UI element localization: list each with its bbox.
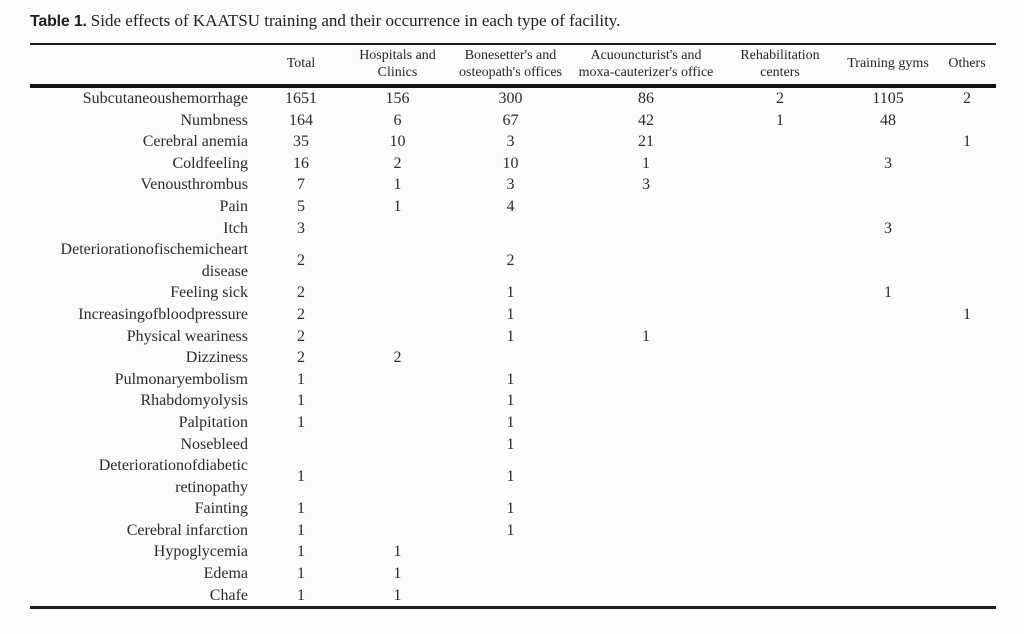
cell-value xyxy=(451,347,570,369)
cell-value xyxy=(938,174,996,196)
table-row xyxy=(30,110,996,132)
row-label: Feeling sick xyxy=(170,284,248,302)
row-label: Subcutaneoushemorrhage xyxy=(82,90,248,107)
cell-value: 1105 xyxy=(872,90,904,107)
table-row xyxy=(30,326,996,348)
cell-value: 2 xyxy=(963,90,971,107)
cell-value xyxy=(344,282,451,304)
table-row xyxy=(30,282,996,304)
table-row xyxy=(30,390,996,412)
cell-value xyxy=(838,412,938,434)
cell-value: 1 xyxy=(776,111,784,129)
cell-value xyxy=(838,434,938,456)
cell-value xyxy=(938,541,996,563)
cell-value xyxy=(722,347,838,369)
cell-value: 1 xyxy=(506,327,515,345)
cell-value xyxy=(938,326,996,348)
cell-value: 1 xyxy=(506,370,515,388)
table-caption xyxy=(30,10,996,33)
table-caption-text: Side effects of KAATSU training and their occurrence in each type of facility. xyxy=(90,11,621,30)
cell-value xyxy=(838,585,938,608)
cell-value xyxy=(570,434,722,456)
cell-value: 1 xyxy=(506,392,515,410)
row-label: Fainting xyxy=(194,500,248,518)
cell-value xyxy=(722,520,838,542)
cell-value: 16 xyxy=(293,154,309,172)
row-label: Dizziness xyxy=(185,349,248,367)
cell-value xyxy=(938,412,996,434)
row-label: Hypoglycemia xyxy=(153,543,248,561)
cell-value xyxy=(344,434,451,456)
cell-value xyxy=(344,390,451,412)
cell-value xyxy=(838,541,938,563)
cell-value xyxy=(938,390,996,412)
cell-value: 4 xyxy=(506,197,515,215)
cell-value xyxy=(722,218,838,240)
row-label: Coldfeeling xyxy=(172,154,248,172)
cell-value xyxy=(451,563,570,585)
cell-value xyxy=(938,498,996,520)
row-label: Palpitation xyxy=(178,413,248,431)
cell-value: 300 xyxy=(498,90,523,107)
cell-value xyxy=(722,563,838,585)
cell-value: 1 xyxy=(297,370,305,388)
row-label: Rhabdomyolysis xyxy=(140,392,248,410)
cell-value xyxy=(344,304,451,326)
cell-value: 1 xyxy=(393,565,402,583)
cell-value: 3 xyxy=(297,219,305,237)
cell-value: 6 xyxy=(393,111,402,129)
cell-value: 10 xyxy=(502,154,519,172)
cell-value: 2 xyxy=(297,305,305,323)
table-row xyxy=(30,541,996,563)
cell-value: 2 xyxy=(297,284,305,302)
cell-value: 3 xyxy=(884,219,892,237)
cell-value: 2 xyxy=(297,327,305,345)
cell-value: 42 xyxy=(638,111,654,129)
cell-value xyxy=(451,541,570,563)
cell-value: 1 xyxy=(884,284,892,302)
table-body xyxy=(30,86,996,608)
column-header-total: Total xyxy=(286,56,316,72)
table-row xyxy=(30,347,996,369)
cell-value: 2 xyxy=(297,349,305,367)
cell-value xyxy=(938,218,996,240)
cell-value xyxy=(938,520,996,542)
cell-value: 1651 xyxy=(285,90,317,107)
row-label: Venousthrombus xyxy=(140,176,248,194)
cell-value: 1 xyxy=(506,284,515,302)
row-label: Edema xyxy=(203,565,248,583)
table-header xyxy=(30,44,996,86)
cell-value: 3 xyxy=(506,133,515,151)
cell-value: 1 xyxy=(506,500,515,518)
cell-value: 1 xyxy=(297,500,305,518)
table-caption-label: Table 1. xyxy=(30,13,87,30)
cell-value xyxy=(570,282,722,304)
cell-value: 1 xyxy=(642,154,650,172)
cell-value xyxy=(722,412,838,434)
cell-value xyxy=(938,282,996,304)
cell-value xyxy=(344,239,451,282)
column-header-bonesetters: Bonesetter's and osteopath's offices xyxy=(459,48,562,80)
cell-value xyxy=(344,326,451,348)
cell-value xyxy=(570,390,722,412)
cell-value: 1 xyxy=(393,543,402,561)
table-row xyxy=(30,131,996,153)
table-row xyxy=(30,455,996,498)
row-label: Itch xyxy=(223,219,248,237)
cell-value xyxy=(838,174,938,196)
cell-value xyxy=(344,498,451,520)
cell-value xyxy=(838,239,938,282)
table-row xyxy=(30,153,996,175)
cell-value: 1 xyxy=(963,133,971,151)
column-header-hospitals: Hospitals and Clinics xyxy=(359,48,436,80)
row-label: Chafe xyxy=(209,586,248,604)
cell-value xyxy=(938,585,996,608)
cell-value: 1 xyxy=(506,305,515,323)
table-row xyxy=(30,174,996,196)
cell-value xyxy=(344,412,451,434)
cell-value: 1 xyxy=(506,467,515,485)
cell-value xyxy=(570,455,722,498)
cell-value: 21 xyxy=(638,133,654,151)
cell-value: 67 xyxy=(502,111,519,129)
cell-value xyxy=(722,369,838,391)
cell-value xyxy=(838,390,938,412)
cell-value xyxy=(570,412,722,434)
table-row xyxy=(30,239,996,282)
table-row xyxy=(30,412,996,434)
cell-value: 1 xyxy=(297,521,305,539)
cell-value xyxy=(838,369,938,391)
cell-value: 1 xyxy=(297,413,305,431)
cell-value xyxy=(938,455,996,498)
cell-value xyxy=(722,541,838,563)
table-row xyxy=(30,369,996,391)
cell-value xyxy=(344,369,451,391)
cell-value xyxy=(838,347,938,369)
cell-value: 1 xyxy=(297,543,305,561)
row-label: Pain xyxy=(219,197,248,215)
cell-value xyxy=(722,498,838,520)
row-label: Pulmonaryembolism xyxy=(114,370,248,388)
cell-value xyxy=(570,369,722,391)
cell-value: 1 xyxy=(297,586,305,604)
cell-value xyxy=(938,239,996,282)
cell-value: 3 xyxy=(506,176,515,194)
cell-value xyxy=(570,239,722,282)
cell-value xyxy=(570,563,722,585)
cell-value: 156 xyxy=(385,90,410,107)
cell-value: 1 xyxy=(506,435,515,453)
cell-value xyxy=(838,498,938,520)
cell-value xyxy=(938,347,996,369)
cell-value: 48 xyxy=(880,111,896,129)
row-label: Cerebral anemia xyxy=(142,133,248,151)
table-row xyxy=(30,585,996,608)
cell-value xyxy=(344,218,451,240)
row-label: Deteriorationofischemicheart disease xyxy=(60,241,248,280)
cell-value: 1 xyxy=(506,521,515,539)
cell-value xyxy=(722,196,838,218)
row-label: Physical weariness xyxy=(126,327,248,345)
table-row xyxy=(30,218,996,240)
cell-value: 3 xyxy=(642,176,650,194)
cell-value xyxy=(938,153,996,175)
table-row xyxy=(30,520,996,542)
row-label: Cerebral infarction xyxy=(126,521,248,539)
row-label: Nosebleed xyxy=(180,435,248,453)
cell-value xyxy=(570,196,722,218)
cell-value xyxy=(570,585,722,608)
cell-value: 7 xyxy=(297,176,305,194)
cell-value: 164 xyxy=(289,111,313,129)
cell-value: 86 xyxy=(638,90,654,107)
cell-value xyxy=(344,455,451,498)
cell-value xyxy=(570,347,722,369)
cell-value: 5 xyxy=(297,197,305,215)
row-label: Deteriorationofdiabetic retinopathy xyxy=(98,457,248,496)
cell-value: 1 xyxy=(963,305,971,323)
cell-value xyxy=(838,196,938,218)
cell-value xyxy=(938,110,996,132)
cell-value xyxy=(451,218,570,240)
cell-value xyxy=(570,541,722,563)
cell-value xyxy=(722,282,838,304)
cell-value xyxy=(570,520,722,542)
cell-value xyxy=(722,585,838,608)
cell-value: 1 xyxy=(393,197,402,215)
cell-value: 1 xyxy=(297,467,305,485)
cell-value: 2 xyxy=(297,251,305,269)
cell-value xyxy=(722,131,838,153)
cell-value xyxy=(838,326,938,348)
cell-value xyxy=(570,304,722,326)
cell-value xyxy=(722,390,838,412)
cell-value: 2 xyxy=(393,349,402,367)
cell-value: 10 xyxy=(389,133,406,151)
column-header-rehabilitation: Rehabilitation centers xyxy=(740,48,820,80)
table-row xyxy=(30,304,996,326)
cell-value xyxy=(722,304,838,326)
cell-value xyxy=(722,174,838,196)
row-label: Numbness xyxy=(180,111,248,129)
column-header-empty xyxy=(30,44,258,86)
cell-value xyxy=(838,563,938,585)
table-row xyxy=(30,434,996,456)
cell-value xyxy=(938,563,996,585)
table-row xyxy=(30,196,996,218)
cell-value xyxy=(722,434,838,456)
cell-value: 35 xyxy=(293,133,309,151)
cell-value: 3 xyxy=(884,154,892,172)
cell-value xyxy=(938,369,996,391)
cell-value xyxy=(838,455,938,498)
cell-value: 2 xyxy=(776,90,784,107)
cell-value xyxy=(570,218,722,240)
cell-value xyxy=(838,131,938,153)
cell-value xyxy=(451,585,570,608)
cell-value: 1 xyxy=(393,176,402,194)
cell-value: 2 xyxy=(393,154,402,172)
column-header-others: Others xyxy=(948,56,986,72)
cell-value: 2 xyxy=(506,251,515,269)
cell-value xyxy=(344,520,451,542)
cell-value: 1 xyxy=(506,413,515,431)
cell-value xyxy=(722,239,838,282)
cell-value xyxy=(838,520,938,542)
cell-value: 1 xyxy=(297,392,305,410)
table-row xyxy=(30,86,996,110)
cell-value xyxy=(938,434,996,456)
side-effects-table xyxy=(30,43,996,609)
cell-value xyxy=(722,455,838,498)
cell-value: 1 xyxy=(642,327,650,345)
cell-value xyxy=(722,153,838,175)
cell-value: 1 xyxy=(297,565,305,583)
column-header-acupuncturists: Acuouncturist's and moxa-cauterizer's office xyxy=(578,48,714,80)
cell-value xyxy=(938,196,996,218)
cell-value: 1 xyxy=(393,586,402,604)
cell-value xyxy=(722,326,838,348)
cell-value xyxy=(258,434,344,456)
table-row xyxy=(30,498,996,520)
cell-value xyxy=(838,304,938,326)
row-label: Increasingofbloodpressure xyxy=(78,305,248,323)
header-row xyxy=(30,44,996,86)
column-header-training-gyms: Training gyms xyxy=(847,56,929,72)
cell-value xyxy=(570,498,722,520)
table-row xyxy=(30,563,996,585)
